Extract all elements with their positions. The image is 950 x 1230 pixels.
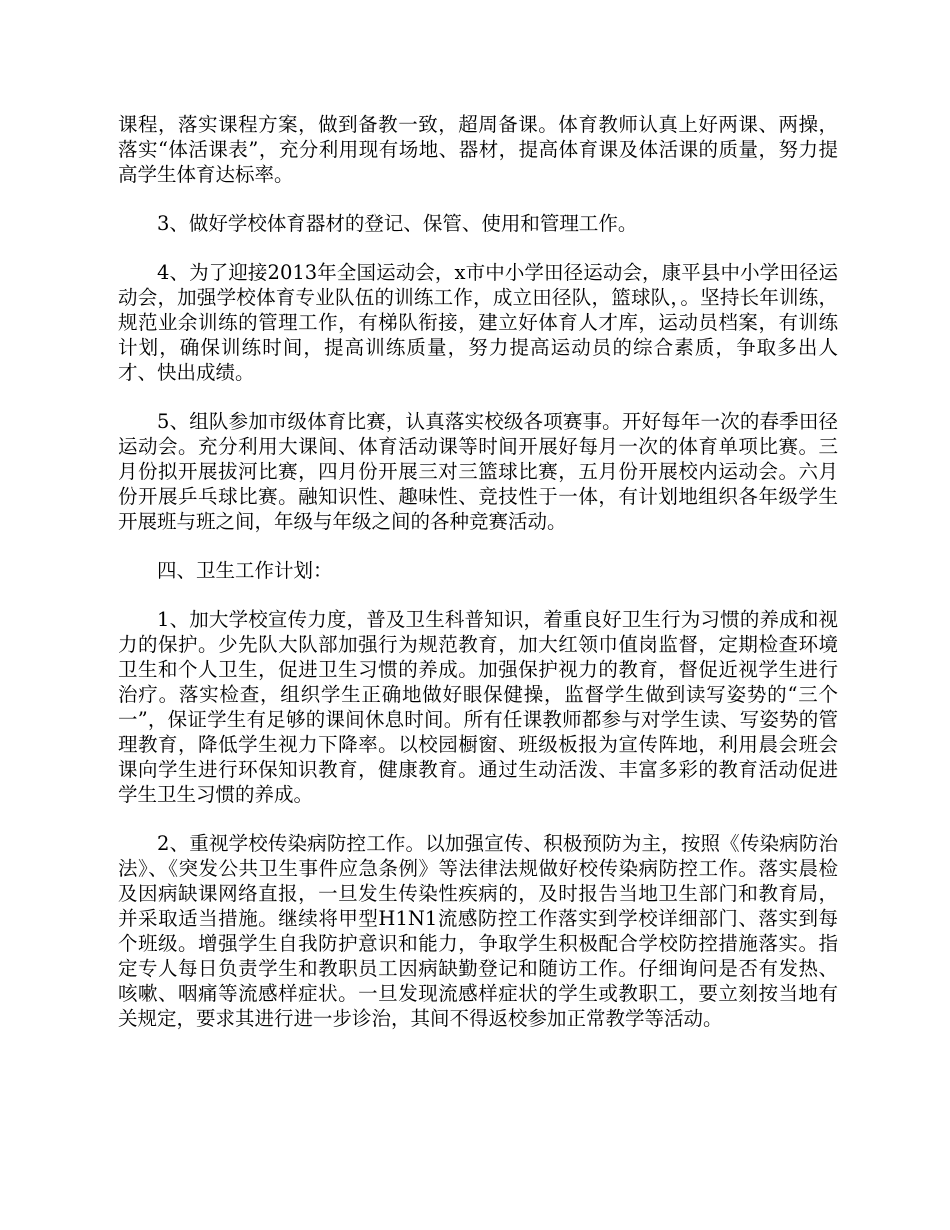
paragraph-sports-competitions: 5、组队参加市级体育比赛，认真落实校级各项赛事。开好每年一次的春季田径运动会。充分利用大课间、体育活动课等时间开展好每月一次的体育单项比赛。三月份拟开展拔河比赛，四月份开展三对三篮球比赛，五月份开展校内运动会。六月份开展乒乓球比赛。融知识性、趣味性、竞技性于一体，有计划地组织各年级学生开展班与班之间，年级与年级之间的各种竞赛活动。 (118, 410, 838, 533)
section-heading-hygiene-plan: 四、卫生工作计划： (157, 559, 333, 582)
document-body (118, 112, 838, 1031)
paragraph-hygiene-education: 1、加大学校宣传力度，普及卫生科普知识，着重良好卫生行为习惯的养成和视力的保护。少先队大队部加强行为规范教育，加大红领巾值岗监督，定期检查环境卫生和个人卫生，促进卫生习惯的养成。加强保护视力的教育，督促近视学生进行治疗。落实检查，组织学生正确地做好眼保健操，监督学生做到读写姿势的“三个一”，保证学生有足够的课间休息时间。所有任课教师都参与对学生读、写姿势的管理教育，降低学生视力下降率。以校园橱窗、班级板报为宣传阵地，利用晨会班会课向学生进行环保知识教育，健康教育。通过生动活泼、丰富多彩的教育活动促进学生卫生习惯的养成。 (118, 608, 838, 806)
paragraph-sports-training: 4、为了迎接2013年全国运动会，x市中小学田径运动会，康平县中小学田径运动会，加强学校体育专业队伍的训练工作，成立田径队，篮球队，。坚持长年训练，规范业余训练的管理工作，有梯队衔接，建立好体育人才库，运动员档案，有训练计划，确保训练时间，提高训练质量，努力提高运动员的综合素质，争取多出人才、快出成绩。 (118, 261, 838, 384)
paragraph-continued: 课程，落实课程方案，做到备教一致，超周备课。体育教师认真上好两课、两操，落实“体活课表”，充分利用现有场地、器材，提高体育课及体活课的质量，努力提高学生体育达标率。 (118, 113, 838, 186)
paragraph-sports-equipment: 3、做好学校体育器材的登记、保管、使用和管理工作。 (157, 212, 638, 235)
paragraph-disease-prevention: 2、重视学校传染病防控工作。以加强宣传、积极预防为主，按照《传染病防治法》、《突发公共卫生事件应急条例》等法律法规做好校传染病防控工作。落实晨检及因病缺课网络直报，一旦发生传染性疾病的，及时报告当地卫生部门和教育局，并采取适当措施。继续将甲型H1N1流感防控工作落实到学校详细部门、落实到每个班级。增强学生自我防护意识和能力，争取学生积极配合学校防控措施落实。指定专人每日负责学生和教职员工因病缺勤登记和随访工作。仔细询问是否有发热、咳嗽、咽痛等流感样症状。一旦发现流感样症状的学生或教职工，要立刻按当地有关规定，要求其进行进一步诊治，其间不得返校参加正常教学等活动。 (118, 832, 838, 1030)
